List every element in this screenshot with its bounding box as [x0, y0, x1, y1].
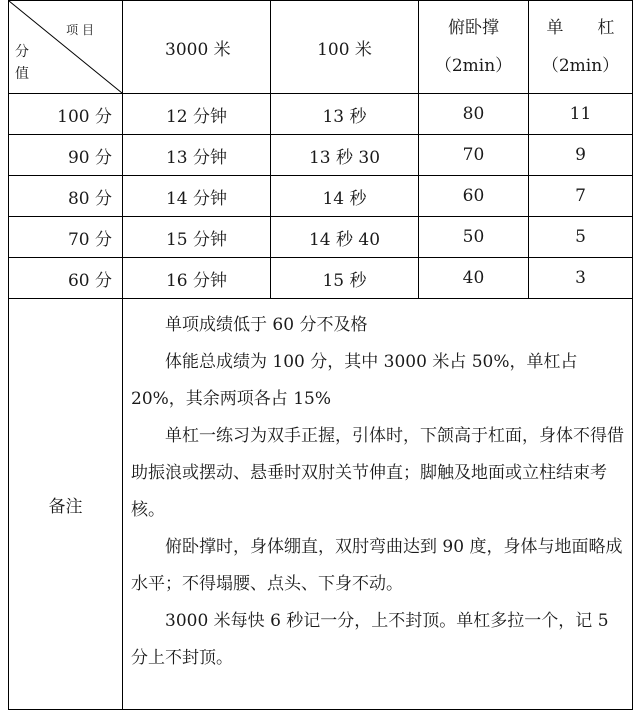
run3000-cell: 13 分钟: [123, 135, 271, 176]
table-row: [9, 217, 633, 258]
pushup-duration: （2min）: [434, 56, 513, 76]
note-paragraph: 单杠一练习为双手正握，引体时，下颌高于杠面，身体不得借助振浪或摆动、悬垂时双肘关节伸直；脚触及地面或立柱结束考核。: [131, 426, 624, 520]
pullup-cell: 5: [529, 217, 633, 258]
pullup-title: 单 杠: [546, 18, 615, 38]
pushup-cell: 60: [419, 176, 529, 217]
notes-label: 备注: [9, 299, 123, 710]
score-label-2: 值: [15, 66, 29, 82]
score-cell: 60 分: [9, 258, 123, 299]
header-row: [9, 1, 633, 94]
score-label-1: 分: [15, 44, 29, 60]
note-paragraph: 体能总成绩为 100 分，其中 3000 米占 50%，单杠占 20%，其余两项各占 15%: [131, 352, 578, 409]
fitness-score-table: [8, 0, 633, 710]
note-paragraph: 俯卧撑时，身体绷直，双肘弯曲达到 90 度，身体与地面略成水平；不得塌腰、点头、下身不动。: [131, 537, 623, 594]
run100-cell: 14 秒 40: [271, 217, 419, 258]
pushup-title: 俯卧撑: [448, 18, 499, 38]
pullup-cell: 7: [529, 176, 633, 217]
table-row: [9, 94, 633, 135]
score-cell: 80 分: [9, 176, 123, 217]
run100-cell: 15 秒: [271, 258, 419, 299]
pushup-cell: 80: [419, 94, 529, 135]
run100-cell: 13 秒 30: [271, 135, 419, 176]
score-cell: 90 分: [9, 135, 123, 176]
run3000-cell: 15 分钟: [123, 217, 271, 258]
run3000-cell: 16 分钟: [123, 258, 271, 299]
run100-cell: 14 秒: [271, 176, 419, 217]
col-header-pushup: [419, 1, 529, 94]
table-row: [9, 135, 633, 176]
run3000-cell: 12 分钟: [123, 94, 271, 135]
note-paragraph: 单项成绩低于 60 分不及格: [165, 315, 368, 335]
pullup-cell: 11: [529, 94, 633, 135]
notes-row: [9, 299, 633, 710]
col-header-100m: 100 米: [271, 1, 419, 94]
run100-cell: 13 秒: [271, 94, 419, 135]
run3000-cell: 14 分钟: [123, 176, 271, 217]
pushup-cell: 40: [419, 258, 529, 299]
pullup-cell: 9: [529, 135, 633, 176]
notes-cell: [123, 299, 633, 710]
items-label: 项 目: [66, 23, 94, 37]
score-cell: 70 分: [9, 217, 123, 258]
pullup-cell: 3: [529, 258, 633, 299]
diagonal-header-cell: [9, 1, 123, 94]
col-header-pullup: [529, 1, 633, 94]
pushup-cell: 70: [419, 135, 529, 176]
pullup-duration: （2min）: [541, 56, 620, 76]
note-paragraph: 3000 米每快 6 秒记一分，上不封顶。单杠多拉一个，记 5 分上不封顶。: [131, 611, 609, 668]
pushup-cell: 50: [419, 217, 529, 258]
table-row: [9, 258, 633, 299]
score-cell: 100 分: [9, 94, 123, 135]
table-row: [9, 176, 633, 217]
col-header-3000m: 3000 米: [123, 1, 271, 94]
